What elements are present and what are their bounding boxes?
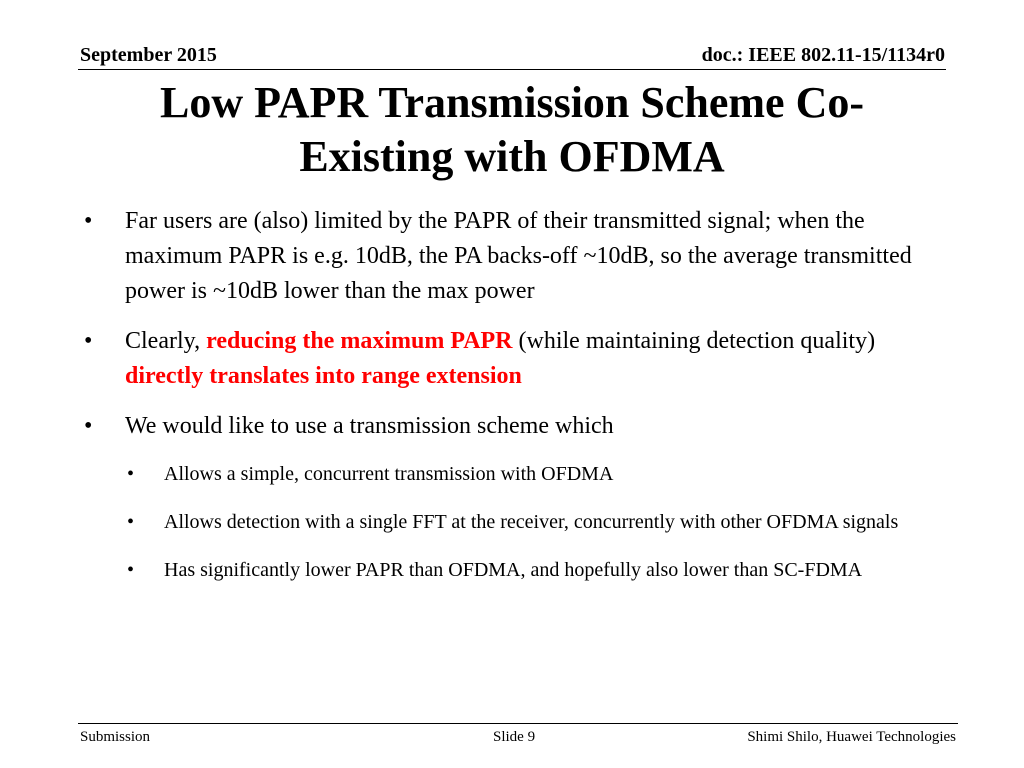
bullet-text-part-1: Clearly, [125,328,207,354]
footer-divider [78,723,958,724]
footer-submission: Submission [80,729,151,745]
emphasis-reducing-papr: reducing the maximum PAPR [206,328,513,354]
bullet-marker: • [84,328,93,354]
header-doc-id: doc.: IEEE 802.11-15/1134r0 [701,44,945,66]
sub-bullet-text: Has significantly lower PAPR than OFDMA, and hopefully also lower than SC-FDMA [164,559,863,581]
sub-bullet-marker: • [127,559,135,581]
sub-bullet-text: Allows a simple, concurrent transmission with OFDMA [164,463,614,485]
emphasis-range-extension: directly translates into range extension [125,363,522,389]
footer-author: Shimi Shilo, Huawei Technologies [747,729,956,745]
bullet-marker: • [84,413,93,439]
header-date: September 2015 [80,44,217,66]
sub-bullet-single-fft [82,507,942,537]
slide-title [100,76,924,184]
bullet-transmission-scheme [82,409,942,444]
sub-bullet-marker: • [127,511,135,533]
bullet-clearly [82,324,942,394]
bullet-marker: • [84,208,93,234]
sub-bullet-concurrent-transmission [82,459,942,489]
sub-bullet-text: Allows detection with a single FFT at the receiver, concurrently with other OFDMA signals [164,511,899,533]
slide-title-line-2: Existing with OFDMA [299,132,725,181]
bullet-text-part-2: (while maintaining detection quality) [512,328,876,354]
header-divider [78,69,946,70]
footer-slide-number: Slide 9 [493,729,536,745]
slide-title-line-1: Low PAPR Transmission Scheme Co- [160,78,864,127]
sub-bullet-lower-papr [82,555,942,585]
slide-body [82,204,942,603]
bullet-text: We would like to use a transmission scheme which [125,413,614,439]
bullet-text: Far users are (also) limited by the PAPR of their transmitted signal; when the maximum PAPR is e.g. 10dB, the PA backs-off ~10dB, so the average transmitted power is ~10dB lower than the max power [125,208,912,304]
bullet-far-users [82,204,942,309]
sub-bullet-marker: • [127,463,135,485]
